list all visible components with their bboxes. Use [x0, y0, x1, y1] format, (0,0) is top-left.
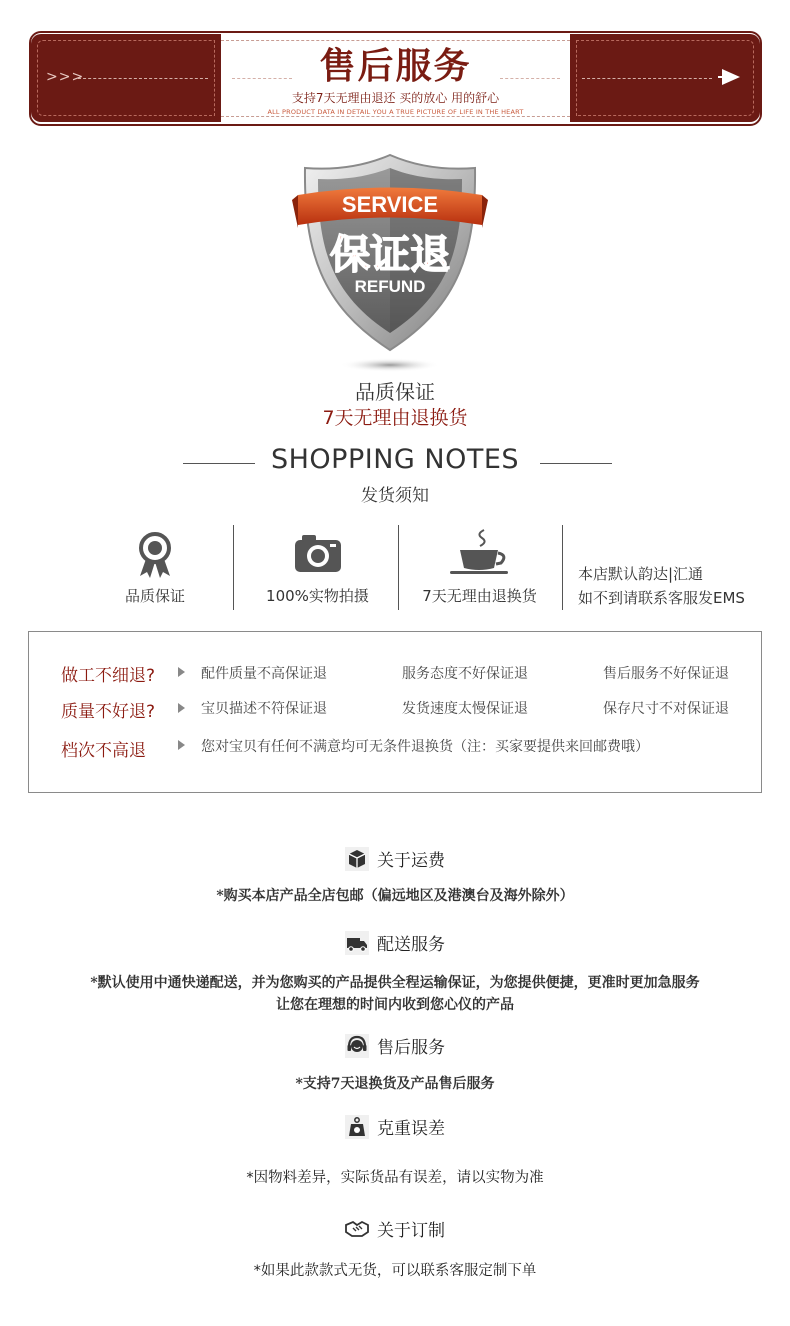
box-icon [345, 847, 369, 871]
info-delivery [0, 930, 790, 955]
info-title: 克重误差 [377, 1119, 445, 1139]
triangle-icon [178, 740, 185, 750]
feature-return [402, 528, 557, 608]
shopping-notes-title: SHOPPING NOTES [270, 444, 520, 475]
shield-main-text: 保证退 [330, 232, 450, 278]
camera-icon [240, 528, 395, 580]
info-text: *默认使用中通快递配送，并为您购买的产品提供全程运输保证，为您提供便捷，更准时更加急服务 [90, 975, 700, 991]
rule-item: 发货速度太慢保证退 [402, 701, 528, 717]
feature-separator [562, 525, 563, 610]
quality-subtitle: 7天无理由退换货 [322, 407, 468, 429]
chevrons-icon: >>> [46, 69, 85, 85]
banner-subtitle: 支持7天无理由退还 买的放心 用的舒心 [291, 91, 500, 105]
rule-question: 档次不高退 [61, 741, 146, 761]
truck-icon [345, 931, 369, 955]
rule-item: 服务态度不好保证退 [402, 666, 528, 682]
feature-separator [233, 525, 234, 610]
info-weight [0, 1114, 790, 1139]
rule-item: 保存尺寸不对保证退 [603, 701, 729, 717]
rule-question: 质量不好退? [61, 702, 156, 722]
banner-right-dashline [582, 78, 712, 79]
rule-item: 配件质量不高保证退 [201, 666, 327, 682]
quality-title: 品质保证 [355, 380, 435, 404]
arrow-right-icon [722, 69, 740, 85]
headset-icon [345, 1034, 369, 1058]
banner-left-dashline [78, 78, 208, 79]
triangle-icon [178, 667, 185, 677]
info-text: 让您在理想的时间内收到您心仪的产品 [276, 997, 514, 1013]
shipping-note [578, 562, 778, 610]
feature-quality [80, 528, 230, 608]
handshake-icon [345, 1217, 369, 1241]
shipping-note-line2: 如不到请联系客服发EMS [578, 589, 745, 607]
info-title: 售后服务 [377, 1038, 445, 1058]
info-text: *支持7天退换货及产品售后服务 [295, 1076, 495, 1092]
info-title: 配送服务 [377, 935, 445, 955]
feature-label: 7天无理由退换货 [422, 587, 537, 605]
triangle-icon [178, 703, 185, 713]
info-freight [0, 846, 790, 871]
feature-label: 100%实物拍摄 [266, 587, 369, 605]
rule-item: 您对宝贝有任何不满意均可无条件退换货（注：买家要提供来回邮费哦） [201, 739, 649, 755]
banner-title: 售后服务 [319, 45, 472, 87]
rule-item: 售后服务不好保证退 [603, 666, 729, 682]
feature-photo [240, 528, 395, 608]
shield-ribbon-text: SERVICE [341, 192, 439, 217]
info-custom [0, 1216, 790, 1241]
banner-dash-bottom [221, 116, 570, 117]
scale-icon [345, 1115, 369, 1139]
banner-tagline: ALL PRODUCT DATA IN DETAIL YOU A TRUE PICTURE OF LIFE IN THE HEART [267, 108, 524, 116]
coffee-cup-icon [402, 528, 557, 580]
info-text: *如果此款款式无货，可以联系客服定制下单 [253, 1263, 537, 1279]
shield-sub-text: REFUND [354, 277, 426, 296]
info-title: 关于订制 [377, 1221, 445, 1241]
info-text: *因物料差异，实际货品有误差，请以实物为准 [246, 1170, 544, 1186]
shipping-note-line1: 本店默认韵达|汇通 [578, 565, 704, 583]
medal-icon [80, 528, 230, 580]
refund-shield-icon [290, 150, 490, 375]
feature-label: 品质保证 [124, 587, 185, 605]
info-title: 关于运费 [377, 851, 445, 871]
info-text: *购买本店产品全店包邮（偏远地区及港澳台及海外除外） [216, 888, 574, 904]
rule-item: 宝贝描述不符保证退 [201, 701, 327, 717]
rule-question: 做工不细退? [61, 666, 156, 686]
shopping-notes-subtitle: 发货须知 [361, 486, 429, 506]
info-aftersale [0, 1033, 790, 1058]
feature-separator [398, 525, 399, 610]
